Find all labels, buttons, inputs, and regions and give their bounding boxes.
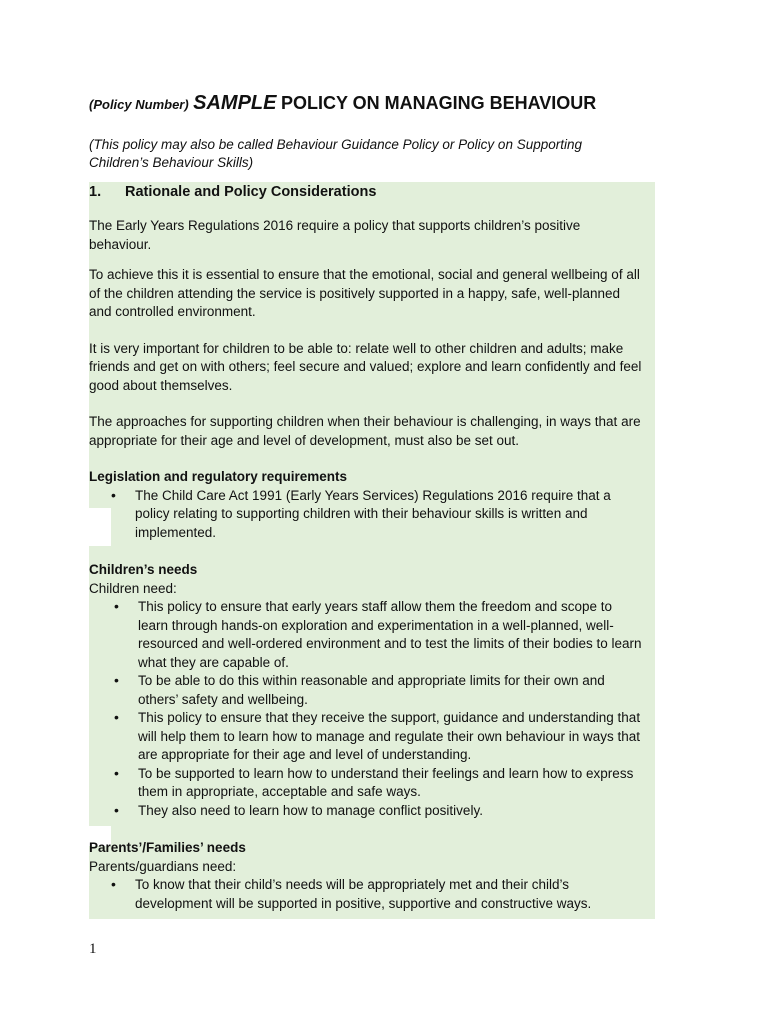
section-number: 1. bbox=[89, 184, 102, 200]
line: development will be supported in positive, supportive and constructive ways. bbox=[135, 895, 592, 911]
line: It is very important for children to be able to: relate well to other children and adults; make bbox=[89, 340, 624, 356]
section-title: Rationale and Policy Considerations bbox=[125, 184, 377, 200]
list-item bbox=[89, 487, 655, 543]
list-item bbox=[89, 876, 655, 913]
document-body bbox=[89, 182, 655, 913]
legislation-list bbox=[89, 487, 655, 543]
line: others’ safety and wellbeing. bbox=[138, 691, 308, 707]
list-item bbox=[89, 802, 655, 821]
policy-number-label: (Policy Number) bbox=[89, 97, 189, 112]
bullet-icon: • bbox=[114, 672, 119, 688]
bullet-icon: • bbox=[114, 598, 119, 614]
bullet-icon: • bbox=[114, 709, 119, 725]
list-item bbox=[89, 598, 655, 672]
page-title bbox=[89, 92, 709, 115]
line: learn through hands-on exploration and experimentation in a well-planned, well- bbox=[138, 617, 614, 633]
line: what they are capable of. bbox=[138, 654, 289, 670]
line: them in appropriate, acceptable and safe ways. bbox=[138, 784, 421, 799]
line: appropriate for their age and level of development, must also be set out. bbox=[89, 432, 520, 448]
childrens-needs-list bbox=[89, 598, 655, 820]
list-item bbox=[89, 709, 655, 765]
parents-needs-list bbox=[89, 876, 655, 913]
list-item bbox=[89, 765, 655, 802]
subtitle-line: (This policy may also be called Behaviour Guidance Policy or Policy on Supporting bbox=[89, 137, 583, 152]
childrens-needs-intro: Children need: bbox=[89, 580, 177, 596]
list-item bbox=[89, 672, 655, 709]
line: This policy to ensure that early years staff allow them the freedom and scope to bbox=[138, 599, 612, 614]
parents-needs-heading: Parents’/Families’ needs bbox=[89, 840, 246, 855]
bullet-icon: • bbox=[114, 764, 119, 781]
line: and controlled environment. bbox=[89, 304, 256, 319]
policy-subtitle bbox=[89, 136, 649, 172]
paragraph bbox=[89, 413, 655, 450]
paragraph bbox=[89, 266, 655, 322]
line: of the children attending the service is positively supported in a happy, safe, well-planned bbox=[89, 285, 621, 301]
sample-label: SAMPLE bbox=[193, 92, 277, 114]
page-number: 1 bbox=[89, 941, 97, 957]
line: This policy to ensure that they receive the support, guidance and understanding that bbox=[138, 710, 641, 725]
paragraph bbox=[89, 217, 655, 254]
bullet-icon: • bbox=[114, 801, 119, 818]
paragraph bbox=[89, 340, 655, 396]
section-heading bbox=[89, 182, 655, 205]
line: To know that their child’s needs will be appropriately met and their child’s bbox=[135, 877, 569, 892]
line: To be supported to learn how to understand their feelings and learn how to express bbox=[138, 765, 634, 781]
bullet-icon: • bbox=[111, 876, 116, 892]
line: will help them to learn how to manage and regulate their own behaviour in ways that bbox=[138, 728, 641, 744]
line: are appropriate for their age and level of understanding. bbox=[138, 747, 472, 762]
line: implemented. bbox=[135, 524, 217, 540]
subtitle-line: Children’s Behaviour Skills) bbox=[89, 155, 254, 170]
line: policy relating to supporting children with their behaviour skills is written and bbox=[135, 506, 588, 521]
line: resourced and well-ordered environment and to test the limits of their bodies to learn bbox=[138, 636, 642, 651]
bullet-icon: • bbox=[111, 486, 116, 503]
parents-needs-intro: Parents/guardians need: bbox=[89, 858, 237, 874]
line: To be able to do this within reasonable and appropriate limits for their own and bbox=[138, 673, 605, 688]
line: good about themselves. bbox=[89, 377, 233, 393]
line: friends and get on with others; feel secure and valued; explore and learn confidently and feel bbox=[89, 359, 642, 374]
legislation-heading: Legislation and regulatory requirements bbox=[89, 469, 348, 484]
line: The approaches for supporting children when their behaviour is challenging, in ways that are bbox=[89, 414, 641, 429]
line: They also need to learn how to manage conflict positively. bbox=[138, 802, 483, 818]
line: The Early Years Regulations 2016 require a policy that supports children’s positive bbox=[89, 218, 581, 233]
line: To achieve this it is essential to ensure that the emotional, social and general wellbeing of all bbox=[89, 267, 640, 282]
line: behaviour. bbox=[89, 236, 152, 252]
childrens-needs-heading: Children’s needs bbox=[89, 562, 198, 577]
line: The Child Care Act 1991 (Early Years Services) Regulations 2016 require that a bbox=[135, 487, 611, 503]
policy-title: POLICY ON MANAGING BEHAVIOUR bbox=[280, 93, 597, 113]
